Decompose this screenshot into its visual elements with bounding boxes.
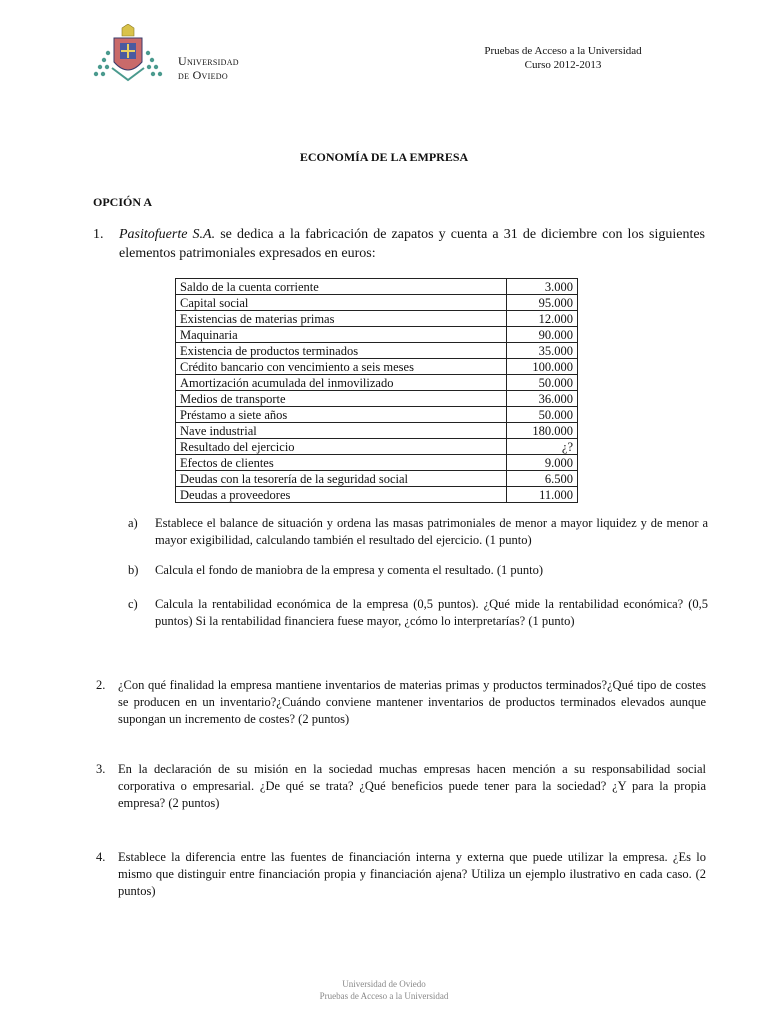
subquestion-a [128,515,708,549]
item-value: 3.000 [507,279,578,295]
table-row [176,407,578,423]
question-text: Establece la diferencia entre las fuentes de financiación interna y externa que puede utilizar la empresa. ¿Es lo mismo que distinguir entre financiación propia y financiación ajena? Utiliza un ejemplo ilustrativo en cada caso. (2 puntos) [118,850,706,898]
item-label: Deudas a proveedores [176,487,507,503]
table-row [176,343,578,359]
item-value: 36.000 [507,391,578,407]
university-name-line1: Universidad [178,54,239,68]
subquestion-text: Calcula el fondo de maniobra de la empresa y comenta el resultado. (1 punto) [155,563,544,577]
subquestion-letter: a) [128,516,138,530]
item-value: 12.000 [507,311,578,327]
table-row [176,279,578,295]
table-row [176,327,578,343]
university-logo [90,24,250,84]
footer-university: Universidad de Oviedo [342,979,426,989]
exam-header [453,44,673,72]
question-text: En la declaración de su misión en la sociedad muchas empresas hacen mención a su responsabilidad social corporativa o empresarial. ¿De qué se trata? ¿Qué beneficios puede tener para la sociedad? ¿Y para la propia empresa? (2 puntos) [118,762,706,810]
option-heading: OPCIÓN A [93,195,153,209]
item-label: Nave industrial [176,423,507,439]
table-row [176,487,578,503]
assets-table-body [176,279,578,503]
item-label: Deudas con la tesorería de la seguridad social [176,471,507,487]
table-row [176,423,578,439]
question-text [119,225,705,263]
subquestion-text: Calcula la rentabilidad económica de la empresa (0,5 puntos). ¿Qué mide la rentabilidad económica? (0,5 puntos) Si la rentabilidad financiera fuese mayor, ¿cómo lo interpretarías? (1 punto) [155,597,708,628]
item-value: 11.000 [507,487,578,503]
item-label: Crédito bancario con vencimiento a seis meses [176,359,507,375]
question-intro: se dedica a la fabricación de zapatos y cuenta a 31 de diciembre con los siguientes elementos patrimoniales expresados en euros: [119,227,705,261]
table-row [176,375,578,391]
question-number: 2. [96,678,106,692]
university-name-line2: de Oviedo [178,68,228,82]
document-title: ECONOMÍA DE LA EMPRESA [299,150,469,164]
subquestion-c [128,596,708,630]
item-label: Saldo de la cuenta corriente [176,279,507,295]
subquestion-letter: b) [128,563,139,577]
item-label: Existencias de materias primas [176,311,507,327]
question-number: 3. [96,762,106,776]
question-text: ¿Con qué finalidad la empresa mantiene inventarios de materias primas y productos terminados?¿Qué tipo de costes se producen en un inventario?¿Cuándo conviene mantener inventarios de productos terminados elevados aunque supongan un incremento de costes? (2 puntos) [118,678,706,726]
company-name: Pasitofuerte S.A. [119,227,216,242]
subquestion-b [128,562,708,579]
item-label: Maquinaria [176,327,507,343]
table-row [176,295,578,311]
question-2 [96,677,706,728]
item-label: Préstamo a siete años [176,407,507,423]
exam-year: Curso 2012-2013 [524,59,602,71]
item-label: Resultado del ejercicio [176,439,507,455]
table-row [176,455,578,471]
table-row [176,359,578,375]
footer-exam: Pruebas de Acceso a la Universidad [319,991,449,1001]
table-row [176,471,578,487]
university-crest-icon [90,24,170,84]
item-value: 95.000 [507,295,578,311]
item-label: Efectos de clientes [176,455,507,471]
item-value: 90.000 [507,327,578,343]
assets-table [175,278,578,503]
exam-name: Pruebas de Acceso a la Universidad [484,45,642,57]
item-label: Existencia de productos terminados [176,343,507,359]
table-row [176,439,578,455]
page-footer [0,978,768,1002]
table-row [176,391,578,407]
item-value: 180.000 [507,423,578,439]
item-label: Capital social [176,295,507,311]
question-3 [96,761,706,812]
item-value: ¿? [507,439,578,455]
question-1 [93,225,705,263]
university-name [178,54,239,82]
question-4 [96,849,706,900]
question-number: 4. [96,850,106,864]
item-label: Medios de transporte [176,391,507,407]
table-row [176,311,578,327]
subquestion-text: Establece el balance de situación y ordena las masas patrimoniales de menor a mayor liquidez y de menor a mayor exigibilidad, calculando también el resultado del ejercicio. (1 punto) [155,516,708,547]
item-value: 9.000 [507,455,578,471]
item-label: Amortización acumulada del inmovilizado [176,375,507,391]
question-number: 1. [93,227,104,242]
item-value: 6.500 [507,471,578,487]
item-value: 50.000 [507,375,578,391]
item-value: 100.000 [507,359,578,375]
item-value: 35.000 [507,343,578,359]
item-value: 50.000 [507,407,578,423]
subquestion-letter: c) [128,597,138,611]
